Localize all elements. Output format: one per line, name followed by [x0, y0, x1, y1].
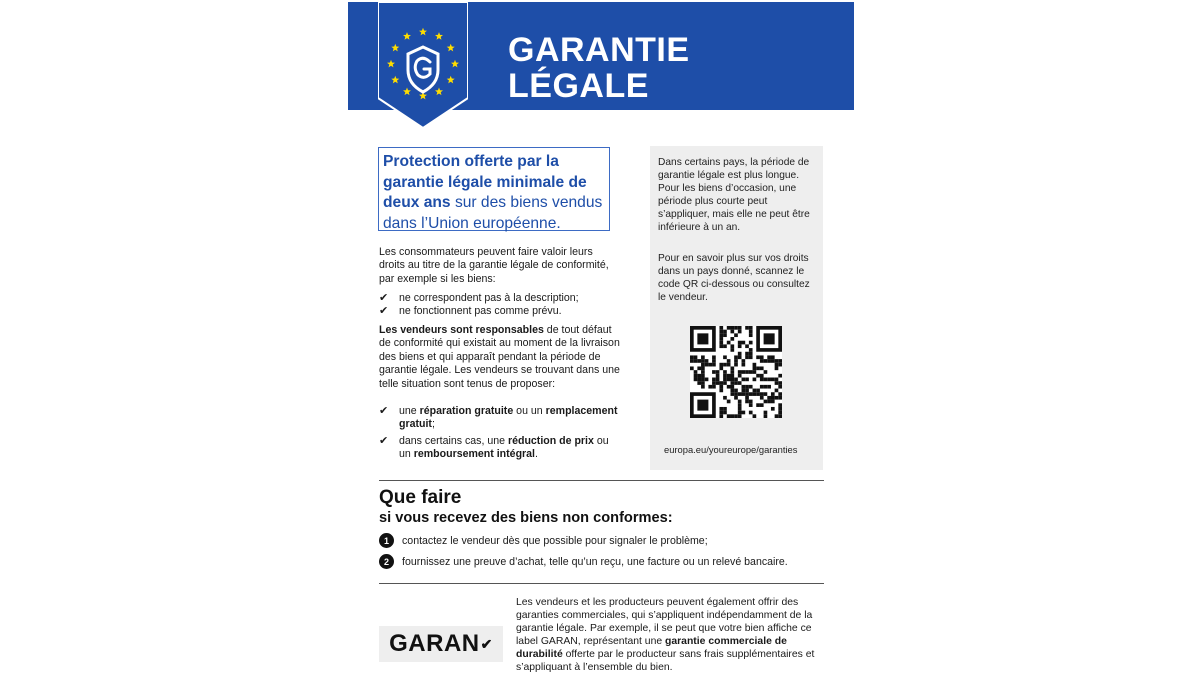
- page-title: GARANTIE LÉGALE: [508, 31, 690, 105]
- section-title: Que faire: [379, 487, 462, 508]
- divider: [379, 480, 824, 481]
- eu-stars-shield-icon: [378, 2, 468, 128]
- step-number: 2: [379, 554, 394, 569]
- list-item: ✔ dans certains cas, une réduction de prix ou un remboursement intégral.: [379, 434, 609, 461]
- commercial-guarantee-text: Les vendeurs et les producteurs peuvent également offrir des garanties commerciales, qui s’appliquent indépendamment de la garantie légale. Par exemple, il se peut que votre bien affiche ce label GARAN, représentant une garantie commerciale de durabilité offerte par le producteur sans frais supplémentaires et s’appliquant à l’ensemble du bien.: [516, 597, 815, 673]
- check-icon: ✔: [480, 635, 493, 652]
- intro-text: Les consommateurs peuvent faire valoir leurs droits au titre de la garantie légale de conformité, par exemple si les biens:: [379, 246, 609, 285]
- info-sidebar: Dans certains pays, la période de garantie légale est plus longue. Pour les biens d’occasion, une période plus courte peut s’appliquer, mais elle ne peut être inférieure à un an. Pour en savoir plus sur vos droits dans un pays donné, scannez le code QR ci-dessous ou consultez le vendeur. europa.eu/youreurope/garanties: [650, 146, 823, 470]
- legal-guarantee-notice: [348, 0, 854, 680]
- garan-label: GARAN ✔: [379, 626, 503, 662]
- list-item: ✔ ne fonctionnent pas comme prévu.: [379, 305, 562, 318]
- step-item: 2 fournissez une preuve d’achat, telle qu’un reçu, une facture ou un relevé bancaire.: [379, 554, 788, 569]
- check-icon: ✔: [379, 292, 389, 304]
- protection-box: Protection offerte par la garantie légale minimale de deux ans sur des biens vendus dans l’Union européenne.: [378, 147, 610, 231]
- info-link[interactable]: europa.eu/youreurope/garanties: [664, 444, 798, 455]
- list-item: ✔ ne correspondent pas à la description;: [379, 292, 579, 304]
- check-icon: ✔: [379, 305, 389, 318]
- sellers-text: Les vendeurs sont responsables de tout défaut de conformité qui existait au moment de la livraison des biens et qui apparaît pendant la période de garantie légale. Les vendeurs se trouvant dans une telle situation sont tenus de proposer:: [379, 324, 620, 390]
- check-icon: ✔: [379, 405, 389, 417]
- remedies-list: [379, 405, 619, 462]
- step-item: 1 contactez le vendeur dès que possible pour signaler le problème;: [379, 533, 708, 548]
- list-item: ✔ une réparation gratuite ou un remplacement gratuit;: [379, 405, 618, 431]
- conditions-list: [379, 292, 619, 319]
- step-number: 1: [379, 533, 394, 548]
- check-icon: ✔: [379, 434, 389, 447]
- qr-code[interactable]: [690, 326, 782, 418]
- section-subtitle: si vous recevez des biens non conformes:: [379, 510, 673, 526]
- divider: [379, 583, 824, 584]
